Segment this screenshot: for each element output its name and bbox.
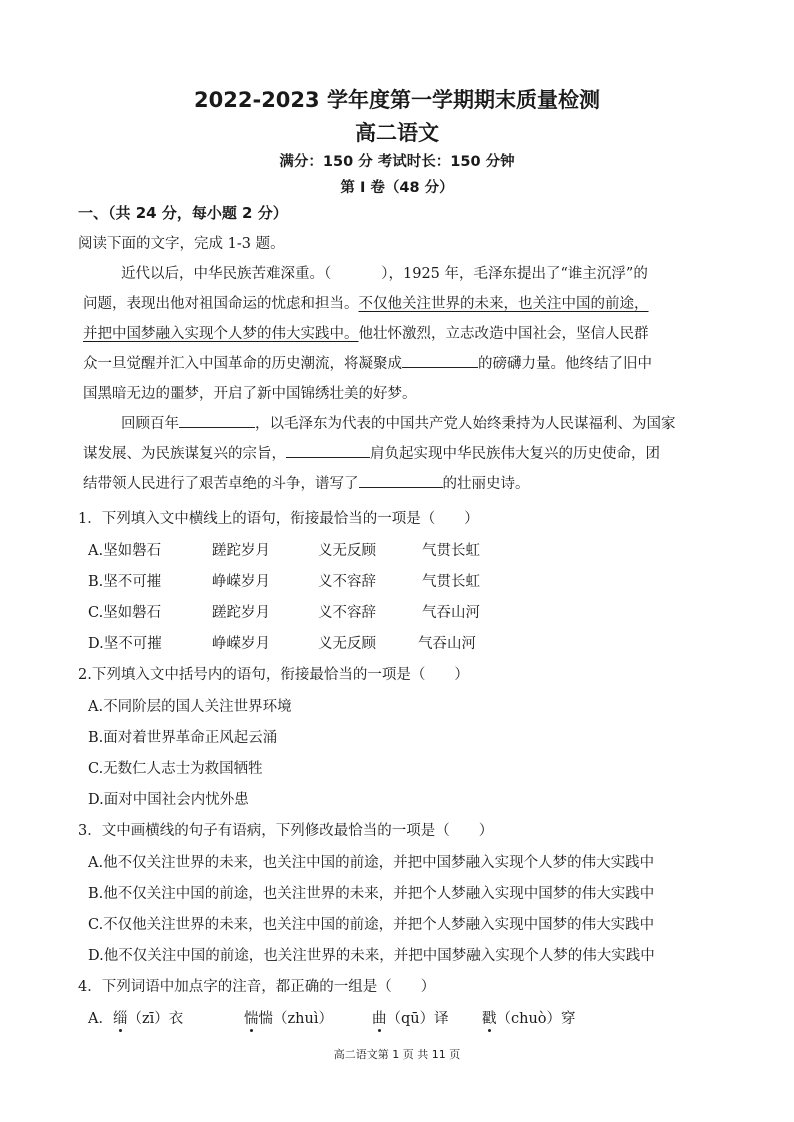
pinyin-word: 惴（zhuì） (258, 1011, 333, 1027)
pinyin-word: （zī）衣 (127, 1011, 184, 1027)
passage-text: 近代以后，中华民族苦难深重。（ (121, 266, 332, 282)
passage-line (83, 352, 652, 373)
option-d[interactable]: D.他不仅关注中国的前途，也关注世界的未来，并把中国梦融入实现个人梦的伟大实践中 (88, 948, 655, 964)
option-b[interactable]: B.他不仅关注中国的前途，也关注世界的未来，并把个人梦融入实现中国梦的伟大实践中 (88, 886, 655, 902)
fill-blank (286, 443, 370, 458)
option-word: 峥嵘岁月 (212, 636, 270, 652)
question-stem: 4．下列词语中加点字的注音，都正确的一组是（ ） (78, 979, 436, 995)
part-title: 第 Ⅰ 卷（48 分） (340, 180, 454, 196)
dotted-char: 戳 (482, 1011, 497, 1027)
fill-blank (359, 473, 443, 488)
underlined-sentence: 并把中国梦融入实现个人梦的伟大实践中。 (83, 326, 359, 342)
option-word[interactable]: A.坚如磐石 (88, 543, 162, 559)
passage-text: 的磅礴力量。他终结了旧中 (478, 356, 652, 372)
option-word: 义无反顾 (318, 543, 376, 559)
option-word[interactable]: C.坚如磐石 (88, 605, 162, 621)
question-stem: 2.下列填入文中括号内的语句，衔接最恰当的一项是（ ） (78, 667, 469, 683)
option-word: 义不容辞 (318, 574, 376, 590)
passage-line (83, 322, 649, 343)
option-word: 蹉跎岁月 (212, 605, 270, 621)
dotted-char: 惴 (244, 1011, 259, 1027)
pinyin-word: （chuò）穿 (496, 1011, 576, 1027)
option-word: 义不容辞 (318, 605, 376, 621)
passage-text: 回顾百年 (121, 416, 179, 432)
passage-text: 结带领人民进行了艰苦卓绝的斗争，谱写了 (83, 476, 359, 492)
option-a[interactable]: A.他不仅关注世界的未来，也关注中国的前途，并把中国梦融入实现个人梦的伟大实践中 (88, 855, 655, 871)
passage-line (121, 262, 648, 283)
section-instruction: 阅读下面的文字，完成 1-3 题。 (78, 236, 285, 252)
passage-line (83, 442, 660, 463)
exam-meta: 满分：150 分 考试时长：150 分钟 (279, 154, 515, 170)
option-word[interactable]: D.坚不可摧 (88, 636, 162, 652)
option-a[interactable]: A.不同阶层的国人关注世界环境 (88, 699, 292, 715)
option-word: 气贯长虹 (422, 543, 480, 559)
option-d[interactable]: D.面对中国社会内忧外患 (88, 792, 249, 808)
passage-text: 肩负起实现中华民族伟大复兴的历史使命，团 (370, 446, 660, 462)
passage-line (121, 412, 676, 433)
passage-text: ，以毛泽东为代表的中国共产党人始终秉持为人民谋福利、为国家 (255, 416, 676, 432)
option-word (244, 1007, 333, 1028)
fill-blank (179, 413, 255, 428)
question-stem: 3．文中画横线的句子有语病，下列修改最恰当的一项是（ ） (78, 823, 494, 839)
page-footer: 高二语文第 1 页 共 11 页 (333, 1048, 461, 1061)
passage-text: 他壮怀激烈，立志改造中国社会，坚信人民群 (358, 326, 649, 342)
underlined-sentence: 不仅他关注世界的未来，也关注中国的前途， (358, 296, 649, 312)
passage-text: 谋发展、为民族谋复兴的宗旨， (83, 446, 286, 462)
passage-text: 问题，表现出他对祖国命运的忧虑和担当。 (83, 296, 359, 312)
option-label: A． (88, 1011, 113, 1027)
option-word: 峥嵘岁月 (212, 574, 270, 590)
option-word: 气贯长虹 (422, 574, 480, 590)
option-word (372, 1007, 449, 1028)
dotted-char: 曲 (372, 1011, 387, 1027)
passage-line (83, 472, 530, 493)
passage-text: ），1925 年，毛泽东提出了“谁主沉浮”的 (381, 266, 648, 282)
option-word: 义无反顾 (318, 636, 376, 652)
section-heading: 一、（共 24 分，每小题 2 分） (78, 204, 288, 222)
option-word[interactable]: B.坚不可摧 (88, 574, 162, 590)
dotted-char: 缁 (112, 1011, 128, 1027)
pinyin-word: （qū）译 (386, 1011, 449, 1027)
fill-blank (402, 353, 478, 368)
passage-text: 的壮丽史诗。 (442, 476, 530, 492)
option-word (482, 1007, 576, 1028)
exam-title: 2022-2023 学年度第一学期期末质量检测 (194, 88, 600, 112)
option-c[interactable]: C.不仅他关注世界的未来，也关注中国的前途，并把个人梦融入实现中国梦的伟大实践中 (88, 917, 655, 933)
option-word: 蹉跎岁月 (212, 543, 270, 559)
subject-title: 高二语文 (355, 121, 439, 145)
option-b[interactable]: B.面对着世界革命正风起云涌 (88, 730, 278, 746)
option-c[interactable]: C.无数仁人志士为救国牺牲 (88, 761, 263, 777)
passage-text: 众一旦觉醒并汇入中国革命的历史潮流，将凝聚成 (83, 356, 402, 372)
passage-line (83, 292, 649, 313)
passage-line: 国黑暗无边的噩梦，开启了新中国锦绣壮美的好梦。 (83, 386, 417, 402)
option-word: 气吞山河 (418, 636, 476, 652)
option-a[interactable] (88, 1007, 183, 1028)
option-word: 气吞山河 (422, 605, 480, 621)
question-stem: 1．下列填入文中横线上的语句，衔接最恰当的一项是（ ） (78, 511, 479, 527)
